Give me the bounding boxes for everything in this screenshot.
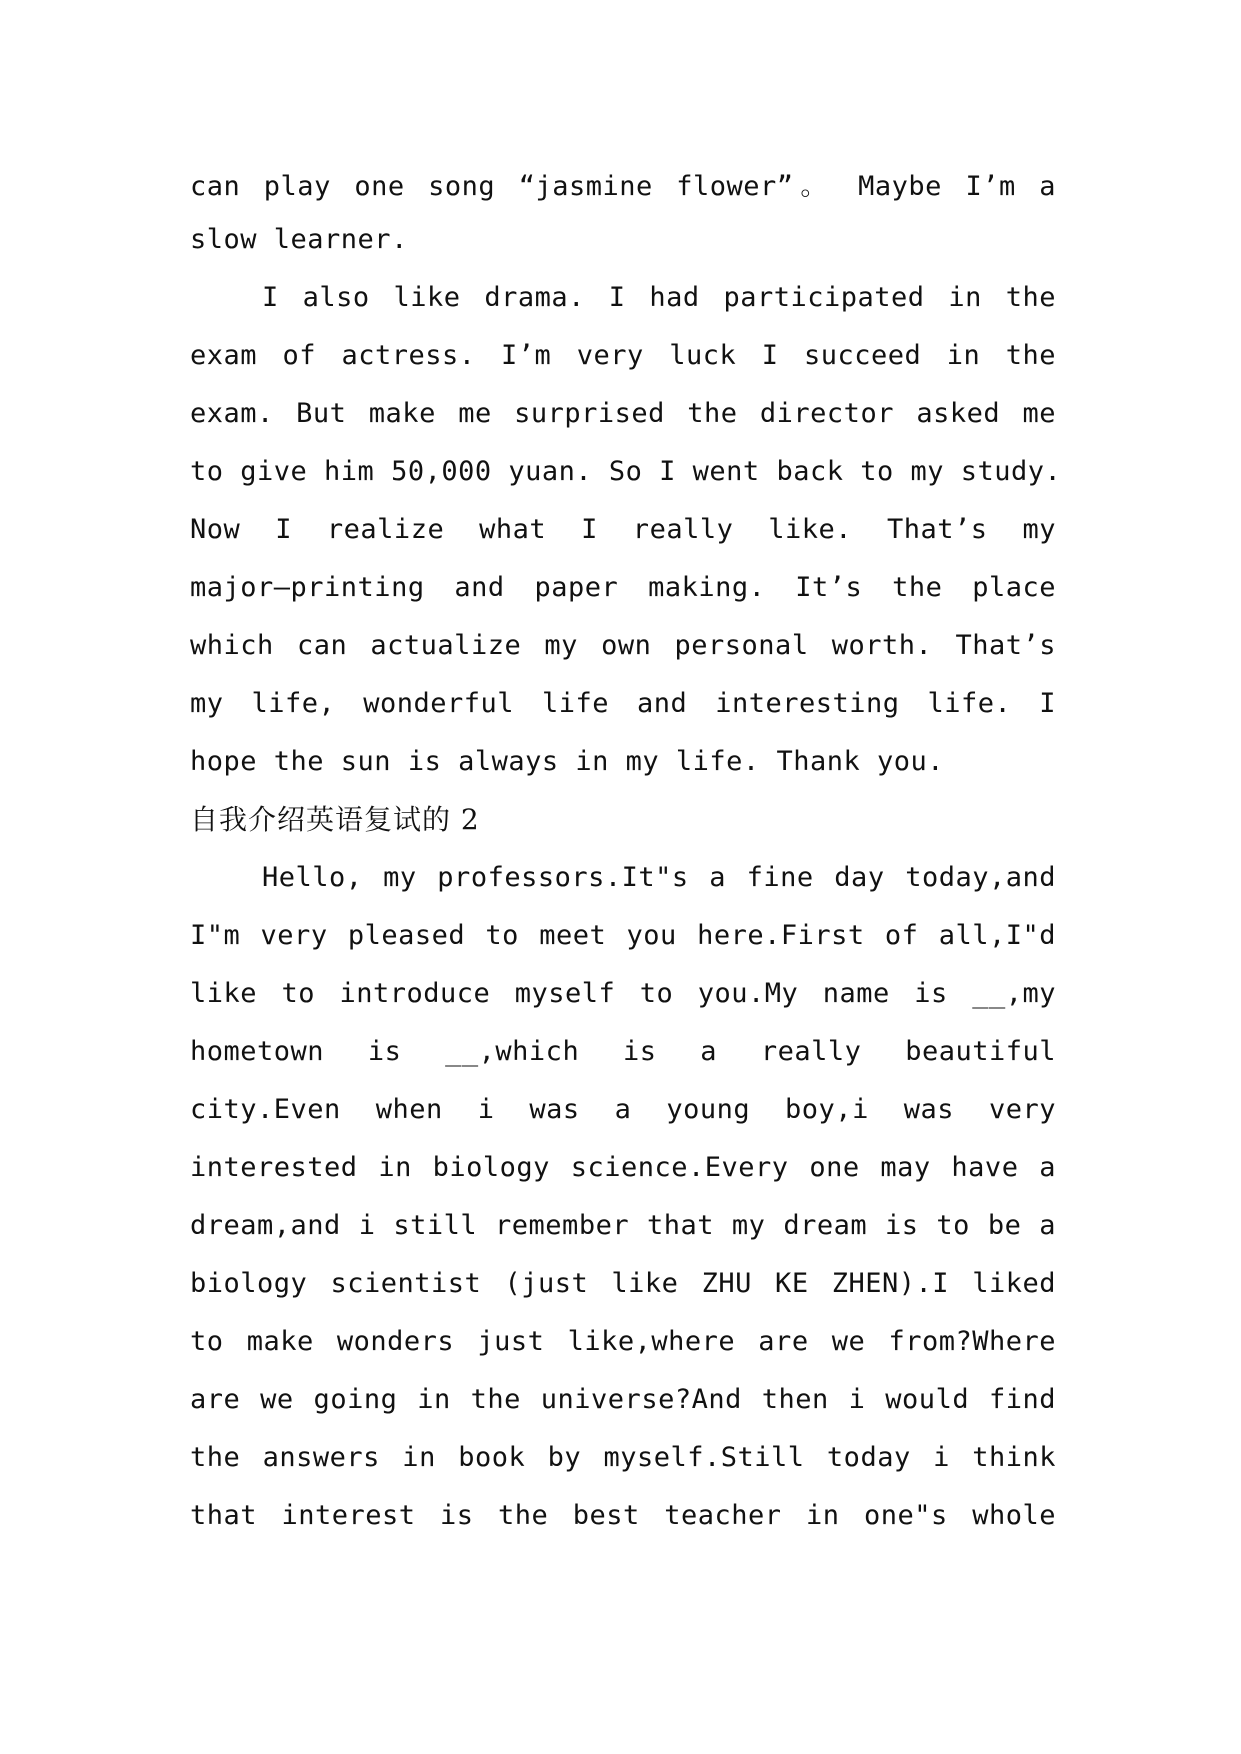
paragraph-3-line-1: Hello, my professors.It"s a fine day today,and [262,862,1056,893]
paragraph-2-line-8: my life, wonderful life and interesting life. I [190,688,1056,719]
paragraph-1-line-1: can play one song “jasmine flower”。 Maybe I’m a [190,171,1056,202]
paragraph-2-line-4: to give him 50,000 yuan. So I went back to my study. [190,456,1062,487]
paragraph-3-line-10: are we going in the universe?And then i would find [190,1384,1056,1415]
paragraph-3-line-7: dream,and i still remember that my dream is to be a [190,1210,1056,1241]
section-heading: 自我介绍英语复试的 2 [190,803,480,836]
paragraph-3-line-9: to make wonders just like,where are we from?Where [190,1326,1056,1357]
paragraph-2-line-9: hope the sun is always in my life. Thank you. [190,746,944,777]
paragraph-2-line-5: Now I realize what I really like. That’s my [190,514,1056,545]
paragraph-3-line-2: I"m very pleased to meet you here.First of all,I"d [190,920,1056,951]
paragraph-3-line-12: that interest is the best teacher in one"s whole [190,1500,1056,1531]
paragraph-3-line-3: like to introduce myself to you.My name is __,my [190,978,1056,1009]
paragraph-2-line-1: I also like drama. I had participated in the [262,282,1056,313]
paragraph-3-line-8: biology scientist (just like ZHU KE ZHEN).I liked [190,1268,1056,1299]
paragraph-2-line-7: which can actualize my own personal worth. That’s [190,630,1056,661]
paragraph-2-line-3: exam. But make me surprised the director asked me [190,398,1056,429]
paragraph-3-line-5: city.Even when i was a young boy,i was very [190,1094,1056,1125]
paragraph-2-line-6: major—printing and paper making. It’s the place [190,572,1056,603]
paragraph-2-line-2: exam of actress. I’m very luck I succeed in the [190,340,1056,371]
paragraph-1-line-2: slow learner. [190,224,408,255]
paragraph-3-line-11: the answers in book by myself.Still today i think [190,1442,1056,1473]
paragraph-3-line-4: hometown is __,which is a really beautiful [190,1036,1056,1067]
paragraph-3-line-6: interested in biology science.Every one may have a [190,1152,1056,1183]
